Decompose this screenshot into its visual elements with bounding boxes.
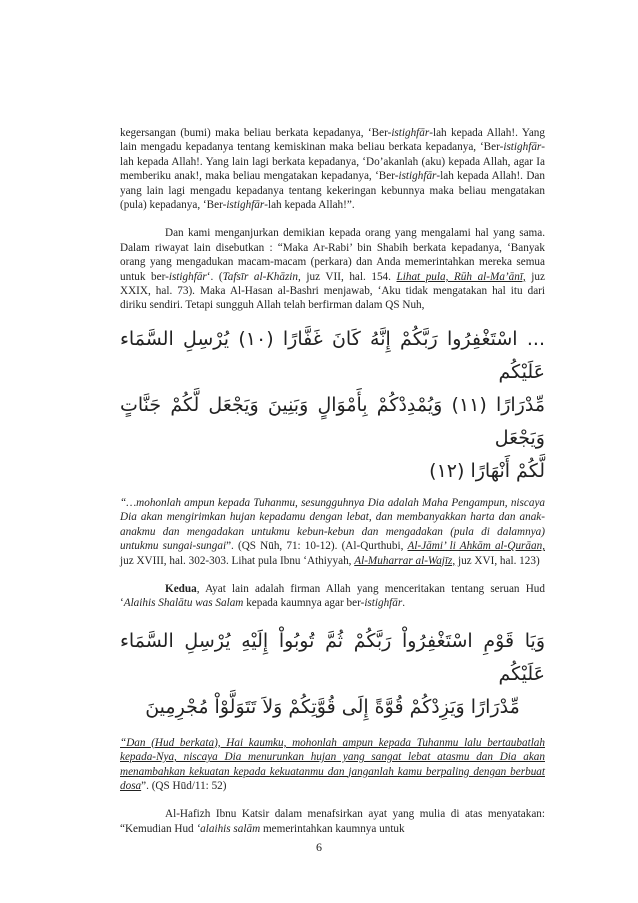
page-content [120, 126, 545, 836]
arabic-verse-nuh [120, 323, 545, 488]
arabic-line: مِّدْرَارًا (١١) وَيُمْدِدْكُمْ بِأَمْوَالٍ وَبَنِينَ وَيَجْعَل لَّكُمْ جَنَّاتٍ وَيَجْعَل [120, 393, 546, 449]
text: ”. (QS Nūh, 71: 10-12). (Al-Qurthubi, [226, 540, 408, 553]
citation-title: Tafsīr al-Khāzin, [222, 270, 301, 283]
arabic-line: مِّدْرَارًا وَيَزِدْكُمْ قُوَّةً إِلَى قُوَّتِكُمْ وَلاَ تَتَوَلَّوْاْ مُجْرِمِينَ [145, 695, 520, 718]
text: Dan kami menganjurkan demikian kepada orang yang mengalami hal yang sama. Dalam riwayat lain disebutkan : “Maka Ar-Rabi’ bin Shabih berkata kepadanya, ‘Banyak orang yang mengadukan macam-macam (perkara) dan Anda memerintahkan mereka semua untuk ber- [120, 227, 545, 283]
paragraph-ibnu-katsir [120, 807, 545, 836]
citation-title: Al-Muharrar al-Wajīz, [354, 554, 456, 567]
arabic-line: وَيَا قَوْمِ اسْتَغْفِرُواْ رَبَّكُمْ ثُمَّ تُوبُواْ إِلَيْهِ يُرْسِلِ السَّمَاء عَلَيْكُم [120, 629, 545, 685]
text: -lah kepada Allah!. Yang lain mengadu kepadanya tentang kemiskinan maka beliau berkata kepadanya, ‘Ber- [120, 127, 545, 154]
text: ”. (QS Hūd/11: 52) [141, 779, 227, 792]
text: ‘. ( [206, 270, 223, 283]
citation-title: Al-Jāmi’ li Ahkām al-Qurāan, [407, 540, 545, 553]
text: Al-Hafizh Ibnu Katsir dalam menafsirkan ayat yang mulia di atas menyatakan: “Kemudian Hud [120, 808, 545, 835]
point-label: Kedua [165, 582, 197, 595]
translation-hud [120, 736, 545, 794]
text: juz XVIII, hal. 302-303. Lihat pula Ibnu ‘Athiyyah, [120, 554, 355, 567]
term-istighfar: istighfār [168, 270, 207, 283]
text: -lah kepada Allah!. Dan yang lain lagi mengadu kepadanya tentang kekeringan kebunnya maka beliau mengatakan (pula) kepadanya, ‘Ber- [120, 170, 545, 212]
arabic-line: لَّكُمْ أَنْهَارًا (١٢) [429, 459, 545, 482]
citation-title: Lihat pula, Rūh al-Ma’ānī, [396, 270, 526, 283]
text: -lah kepada Allah!”. [264, 199, 355, 212]
term-istighfar: istighfār [391, 127, 430, 139]
translation-italic: “Dan (Hud berkata), Hai kaumku, mohonlah ampun kepada Tuhanmu lalu bertaubatlah kepada-Nya, niscaya Dia menurunkan hujan yang sangat lebat atasmu dan Dia akan menambahkan kekuatan kepada kekuatanmu dan janganlah kamu berpaling dengan berbuat dosa [120, 736, 545, 792]
arabic-verse-hud [120, 625, 545, 724]
text: , Ayat lain adalah firman Allah yang menceritakan tentang seruan Hud ‘ [120, 582, 545, 610]
term-istighfar: istighfār [364, 597, 403, 610]
text: memerintahkan kaumnya untuk [260, 822, 405, 835]
text: juz XVI, hal. 123) [455, 554, 540, 567]
text: -lah kepada Allah!. Yang lain lagi berkata kepadanya, ‘Do’akanlah (aku) kepada Allah, agar Ia memberiku anak!, maka beliau mengatakan kepadanya, ‘Ber- [120, 141, 545, 183]
text: kepada kaumnya agar ber- [243, 597, 365, 610]
text: juz XXIX, hal. 73). Maka Al-Hasan al-Bashri menjawab, ‘Aku tidak mengatakan hal itu dari diriku sendiri. Tetapi sungguh Allah telah berfirman dalam QS Nuh, [120, 270, 545, 312]
term-istighfar: istighfār [503, 141, 542, 154]
paragraph-riwayat [120, 226, 545, 312]
term-istighfar: istighfār [226, 199, 265, 212]
text: juz VII, hal. 154. [300, 270, 397, 283]
paragraph-continuation [120, 126, 545, 212]
arabic-line: ... اسْتَغْفِرُوا رَبَّكُمْ إِنَّهُ كَانَ غَفَّارًا (١٠) يُرْسِلِ السَّمَاء عَلَيْكُم [120, 327, 545, 383]
paragraph-kedua [120, 582, 545, 611]
honorific: Alaihis Shalātu was Salam [123, 597, 244, 610]
honorific: ‘alaihis salām [196, 822, 261, 835]
translation-italic: “…mohonlah ampun kepada Tuhanmu, sesungguhnya Dia adalah Maha Pengampun, niscaya Dia akan mengirimkan hujan kepadamu dengan lebat, dan membanyakkan harta dan anak-anakmu dan mengadakan untukmu kebun-kebun dan mengadakan (pula di dalamnya) untukmu sungai-sungai [120, 496, 545, 553]
term-istighfar: istighfār [398, 170, 437, 183]
page-number: 6 [316, 840, 322, 854]
text: kegersangan (bumi) maka beliau berkata kepadanya, ‘Ber- [120, 127, 392, 139]
text: . [402, 597, 406, 610]
translation-nuh [120, 496, 545, 568]
